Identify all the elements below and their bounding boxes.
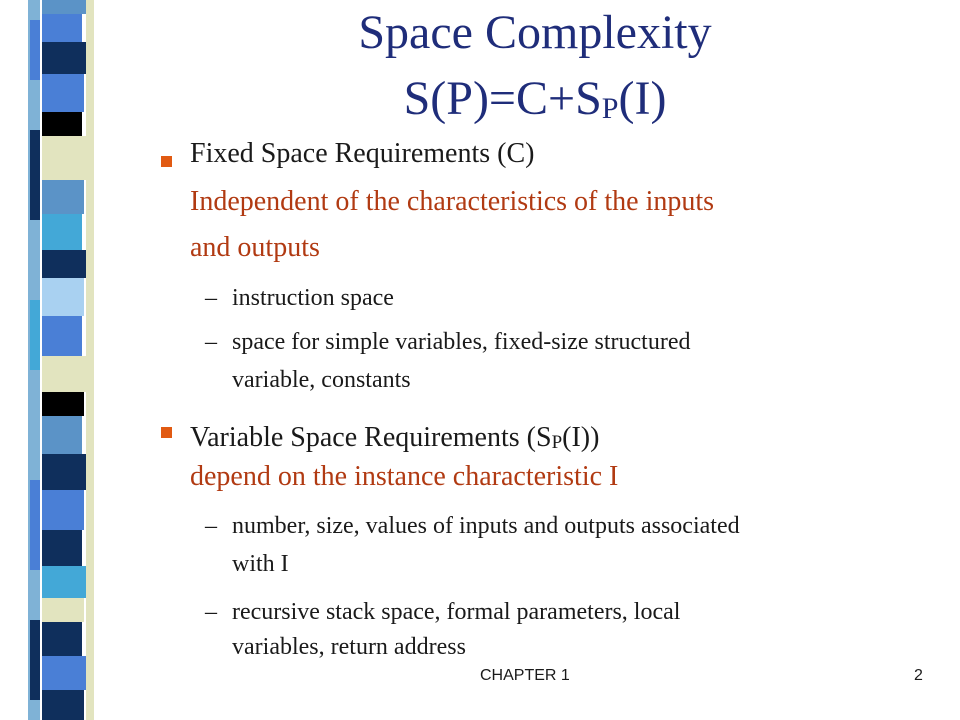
stripe-block [42, 136, 86, 180]
subitem-simple-variables-line2: variable, constants [232, 367, 411, 393]
bullet-marker-icon [161, 427, 172, 438]
slide-title-line1: Space Complexity [358, 6, 712, 59]
formula-tail: (I) [618, 72, 667, 125]
heading-variable-post: (I)) [562, 422, 600, 453]
subitem-recursive-stack-line2: variables, return address [232, 634, 466, 660]
bullet-description-variable: depend on the instance characteristic I [190, 461, 619, 492]
stripe-block [42, 42, 86, 74]
stripe-block [42, 490, 84, 530]
heading-variable-subscript: P [551, 432, 563, 453]
stripe-block [86, 0, 94, 720]
subitem-instruction-space: instruction space [232, 285, 394, 311]
stripe-block [30, 20, 40, 80]
stripe-block [42, 598, 84, 622]
stripe-block [42, 250, 86, 278]
subitem-dash: – [205, 285, 217, 311]
stripe-block [42, 656, 88, 690]
bullet-description-fixed-line2: and outputs [190, 232, 320, 263]
stripe-block [42, 530, 82, 566]
subitem-number-size-line2: with I [232, 551, 289, 577]
stripe-block [42, 180, 84, 214]
stripe-block [30, 300, 40, 370]
stripe-block [30, 620, 40, 700]
subitem-dash: – [205, 599, 217, 625]
stripe-block [42, 316, 82, 356]
stripe-block [42, 416, 82, 454]
subitem-number-size-line1: number, size, values of inputs and outputs associated [232, 513, 740, 539]
stripe-block [42, 278, 84, 316]
stripe-block [42, 0, 88, 14]
decorative-stripe-bar [0, 0, 110, 720]
footer-page-number: 2 [914, 667, 923, 684]
slide-title-formula [110, 66, 960, 132]
formula-subscript: P [601, 92, 619, 125]
stripe-block [42, 566, 86, 598]
subitem-simple-variables-line1: space for simple variables, fixed-size structured [232, 329, 691, 355]
heading-variable-pre: Variable Space Requirements (S [190, 422, 552, 453]
footer-chapter: CHAPTER 1 [480, 667, 570, 684]
bullet-heading-variable [190, 418, 599, 458]
stripe-block [30, 480, 40, 570]
stripe-block [42, 112, 82, 136]
stripe-block [42, 622, 82, 656]
bullet-description-fixed-line1: Independent of the characteristics of the inputs [190, 186, 715, 217]
stripe-block [42, 690, 84, 720]
formula-main: S(P)=C+S [403, 72, 602, 125]
stripe-block [42, 74, 84, 112]
stripe-block [30, 130, 40, 220]
subitem-dash: – [205, 329, 217, 355]
stripe-block [42, 356, 88, 392]
subitem-dash: – [205, 513, 217, 539]
bullet-heading-fixed: Fixed Space Requirements (C) [190, 138, 535, 169]
stripe-block [42, 392, 84, 416]
subitem-recursive-stack-line1: recursive stack space, formal parameters, local [232, 599, 681, 625]
stripe-block [42, 214, 82, 250]
stripe-block [42, 454, 86, 490]
bullet-marker-icon [161, 156, 172, 167]
stripe-block [42, 14, 82, 42]
slide-title [110, 0, 960, 132]
